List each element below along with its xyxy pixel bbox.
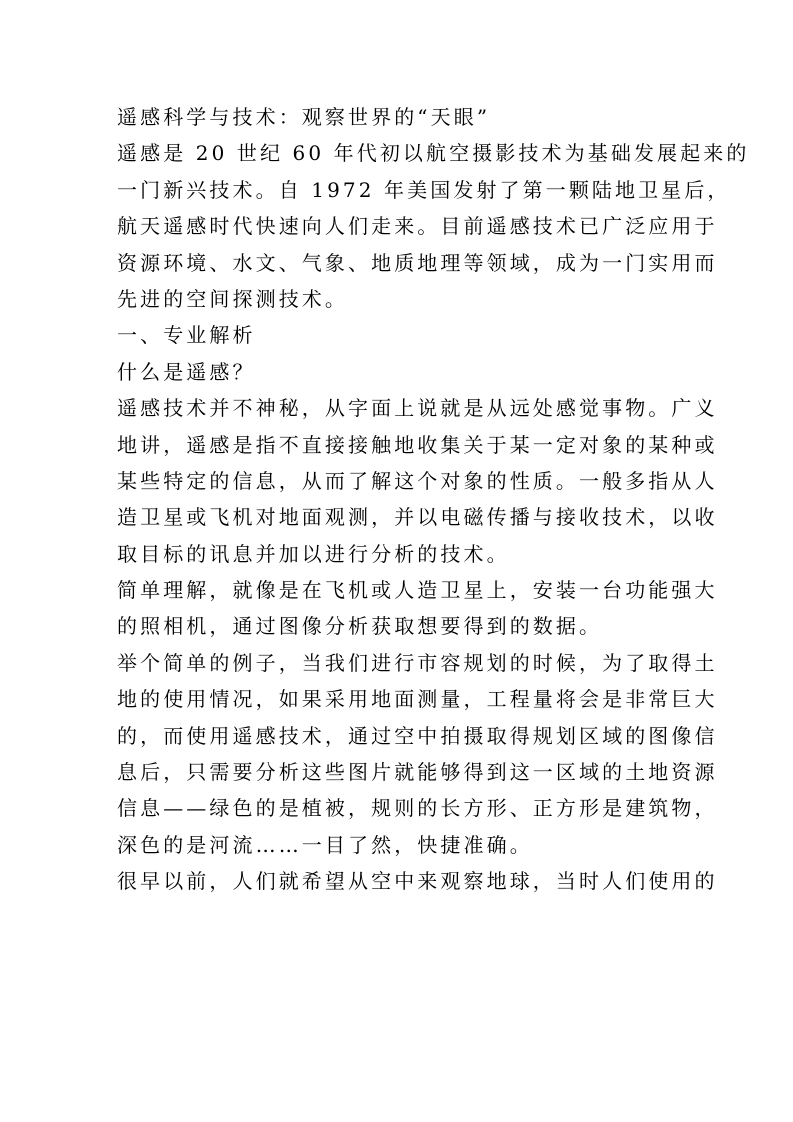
document-title: 遥感科学与技术：观察世界的“天眼” [117, 105, 491, 129]
paragraph-line: 深色的是河流……一目了然，快捷准确。 [117, 832, 533, 857]
paragraph-line: 举个简单的例子，当我们进行市容规划的时候，为了取得土 [117, 650, 718, 675]
paragraph-line: 取目标的讯息并加以进行分析的技术。 [117, 541, 510, 566]
paragraph-line: 地讲，遥感是指不直接接触地收集关于某一定对象的某种或 [117, 432, 718, 457]
paragraph-line: 航天遥感时代快速向人们走来。目前遥感技术已广泛应用于 [117, 214, 718, 239]
paragraph-line: 的照相机，通过图像分析获取想要得到的数据。 [117, 614, 603, 639]
section-heading: 一、专业解析 [117, 323, 256, 348]
paragraph-line: 先进的空间探测技术。 [117, 286, 348, 311]
paragraph-line: 遥感技术并不神秘，从字面上说就是从远处感觉事物。广义 [117, 396, 718, 421]
paragraph-line: 资源环境、水文、气象、地质地理等领域，成为一门实用而 [117, 250, 718, 275]
subsection-heading: 什么是遥感？ [117, 359, 256, 384]
paragraph-line: 很早以前，人们就希望从空中来观察地球，当时人们使用的 [117, 869, 718, 894]
paragraph-line: 遥感是 20 世纪 60 年代初以航空摄影技术为基础发展起来的 [117, 141, 750, 166]
paragraph-line: 地的使用情况，如果采用地面测量，工程量将会是非常巨大 [117, 687, 718, 712]
paragraph-line: 简单理解，就像是在飞机或人造卫星上，安装一台功能强大 [117, 578, 718, 603]
document-page [117, 102, 750, 903]
paragraph-line: 造卫星或飞机对地面观测，并以电磁传播与接收技术，以收 [117, 505, 718, 530]
paragraph-line: 某些特定的信息，从而了解这个对象的性质。一般多指从人 [117, 468, 718, 493]
paragraph-line: 一门新兴技术。自 1972 年美国发射了第一颗陆地卫星后， [117, 177, 731, 202]
paragraph-line: 息后，只需要分析这些图片就能够得到这一区域的土地资源 [117, 760, 718, 785]
paragraph-line: 信息——绿色的是植被，规则的长方形、正方形是建筑物， [117, 796, 718, 821]
paragraph-line: 的，而使用遥感技术，通过空中拍摄取得规划区域的图像信 [117, 723, 718, 748]
